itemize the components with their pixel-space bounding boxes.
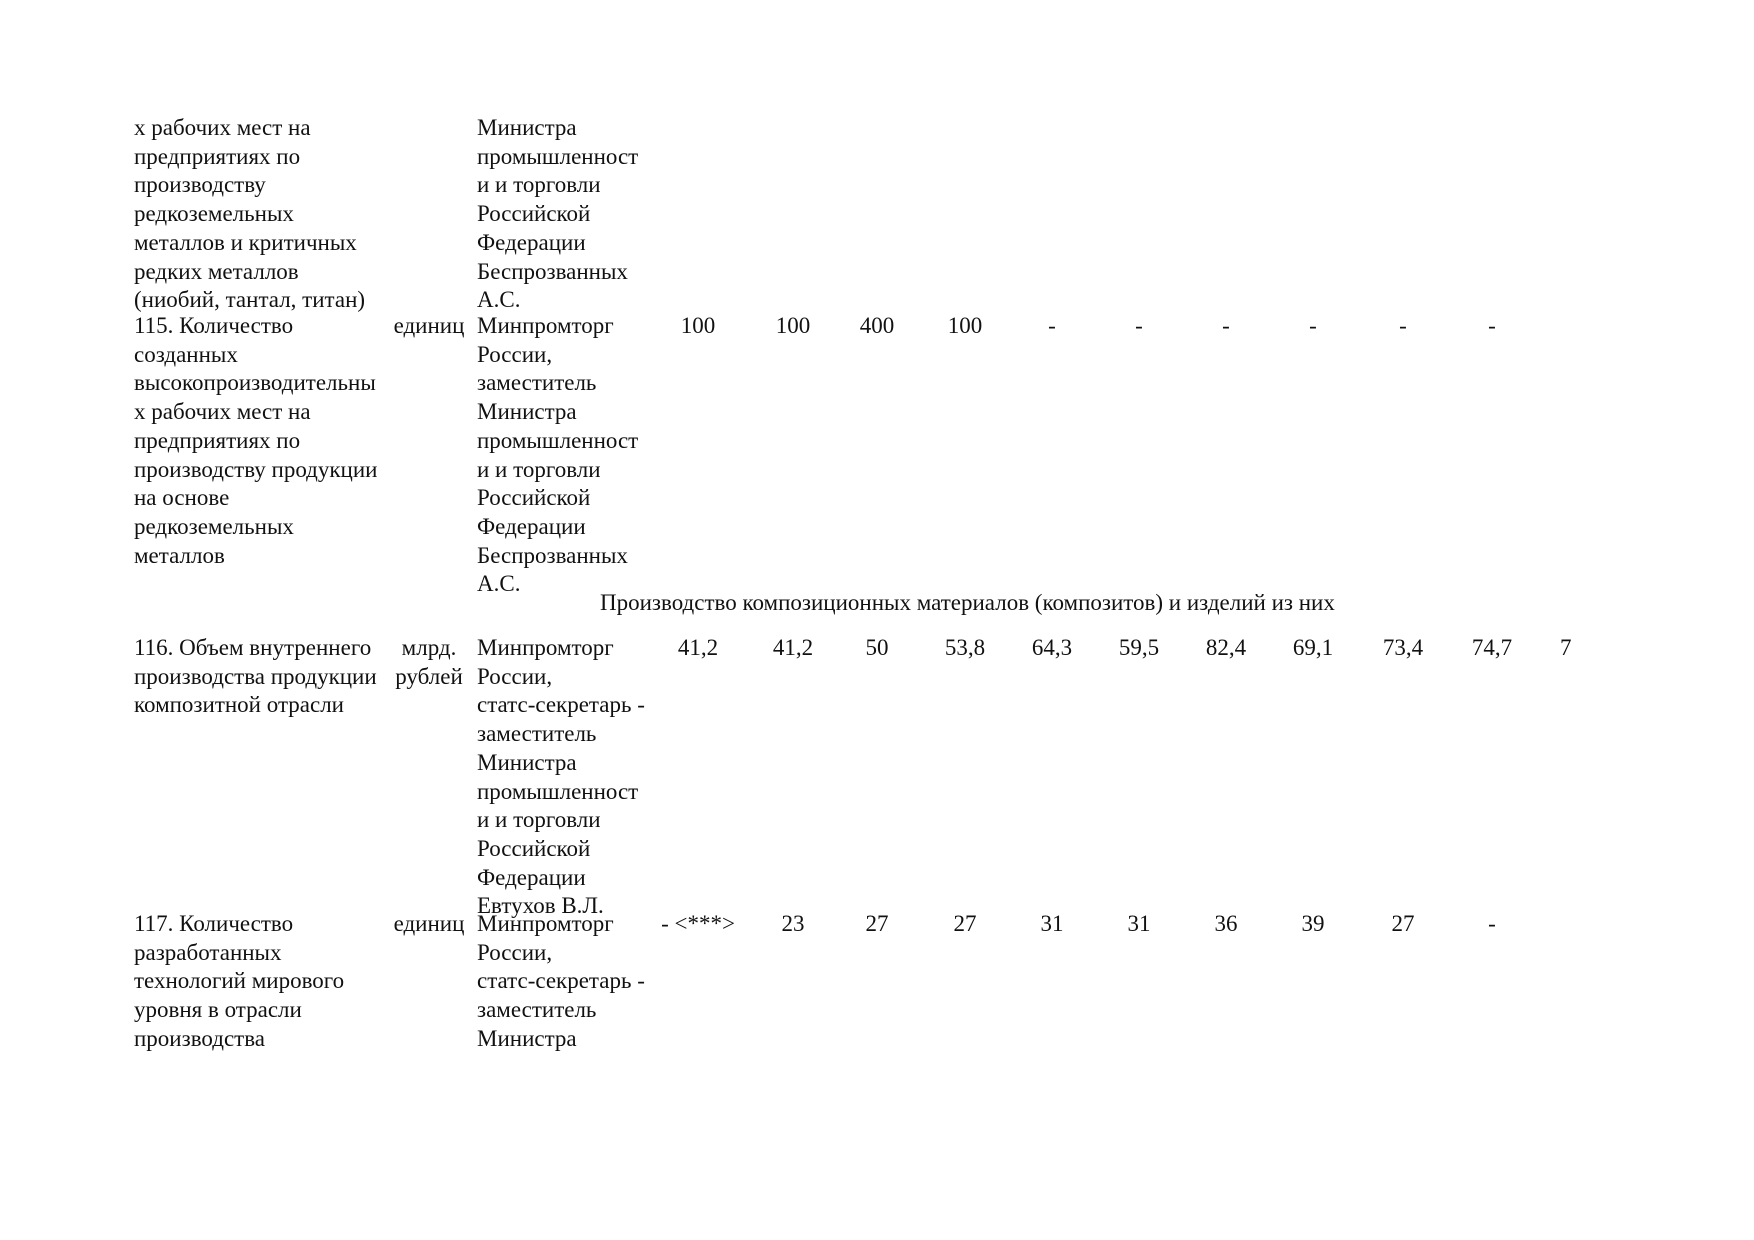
unit-line: единиц xyxy=(393,911,465,936)
responsible-line: Евтухов В.Л. xyxy=(477,893,604,919)
value-cell: 73,4 xyxy=(1382,635,1424,660)
value-cell: - xyxy=(1488,911,1496,936)
responsible-line: Министра xyxy=(477,399,577,425)
value-cell: 27 xyxy=(1391,911,1415,936)
responsible-line: Министра xyxy=(477,1025,577,1051)
indicator-line: редкоземельных xyxy=(134,201,294,227)
responsible-line: Федерации xyxy=(477,864,586,890)
indicator-line: предприятиях по xyxy=(134,143,301,169)
indicator-line: 116. Объем внутреннего xyxy=(134,635,372,660)
value-cell: 39 xyxy=(1301,911,1325,936)
indicator-line: технологий мирового xyxy=(134,968,345,994)
responsible-line: и и торговли xyxy=(477,807,601,833)
responsible-line: А.С. xyxy=(477,287,521,313)
responsible-line: Федерации xyxy=(477,229,586,255)
responsible-line: Министра xyxy=(477,749,577,775)
indicator-line: металлов xyxy=(134,542,225,568)
indicator-line: разработанных xyxy=(134,939,282,965)
value-cell: 64,3 xyxy=(1031,635,1073,660)
value-cell: 74,7 xyxy=(1471,635,1513,660)
responsible-line: промышленност xyxy=(477,427,639,453)
responsible-line: заместитель xyxy=(477,721,597,747)
value-cell: 41,2 xyxy=(677,635,719,660)
value-cell: 31 xyxy=(1040,911,1064,936)
value-cell: - <***> xyxy=(661,911,735,936)
value-cell: 100 xyxy=(775,313,811,338)
value-cell: 27 xyxy=(865,911,889,936)
section-heading: Производство композиционных материалов (композитов) и изделий из них xyxy=(600,590,1335,615)
responsible-line: Беспрозванных xyxy=(477,542,628,568)
responsible-line: и и торговли xyxy=(477,456,601,482)
indicator-line: уровня в отрасли xyxy=(134,997,302,1023)
value-cell: 36 xyxy=(1214,911,1238,936)
indicator-line: металлов и критичных xyxy=(134,229,357,255)
indicator-line: композитной отрасли xyxy=(134,692,344,718)
responsible-line: Российской xyxy=(477,485,591,511)
value-cell: - xyxy=(1048,313,1056,338)
responsible-line: Минпромторг xyxy=(477,911,614,936)
responsible-line: Минпромторг xyxy=(477,635,614,660)
value-cell: 100 xyxy=(947,313,983,338)
value-cell: 100 xyxy=(680,313,716,338)
value-cell: - xyxy=(1135,313,1143,338)
value-cell: 82,4 xyxy=(1205,635,1247,660)
indicator-line: производству продукции xyxy=(134,456,378,482)
responsible-line: России, xyxy=(477,341,553,367)
value-cell: 23 xyxy=(781,911,805,936)
unit-line: рублей xyxy=(395,663,463,689)
unit-line: единиц xyxy=(393,313,465,338)
responsible-line: Федерации xyxy=(477,513,586,539)
responsible-line: России, xyxy=(477,663,553,689)
indicator-line: редких металлов xyxy=(134,258,299,284)
indicator-line: высокопроизводительны xyxy=(134,370,376,396)
value-cell: - xyxy=(1488,313,1496,338)
indicator-line: на основе xyxy=(134,485,230,511)
responsible-line: Российской xyxy=(477,835,591,861)
row-116-clipped-value: 7 xyxy=(1560,635,1572,660)
responsible-line: и и торговли xyxy=(477,172,601,198)
value-cell: - xyxy=(1309,313,1317,338)
responsible-line: промышленност xyxy=(477,143,639,169)
indicator-line: 115. Количество xyxy=(134,313,294,338)
value-cell: - xyxy=(1222,313,1230,338)
responsible-line: заместитель xyxy=(477,370,597,396)
responsible-line: заместитель xyxy=(477,997,597,1023)
value-cell: - xyxy=(1399,313,1407,338)
indicator-line: предприятиях по xyxy=(134,427,301,453)
responsible-line: России, xyxy=(477,939,553,965)
responsible-line: А.С. xyxy=(477,571,521,597)
unit-line: млрд. xyxy=(401,635,457,660)
responsible-line: Министра xyxy=(477,115,577,140)
responsible-line: промышленност xyxy=(477,778,639,804)
value-cell: 400 xyxy=(859,313,895,338)
indicator-line: производства xyxy=(134,1025,265,1051)
indicator-line: редкоземельных xyxy=(134,513,294,539)
value-cell: 69,1 xyxy=(1292,635,1334,660)
value-cell: 31 xyxy=(1127,911,1151,936)
indicator-line: производства продукции xyxy=(134,663,377,689)
value-cell: 59,5 xyxy=(1118,635,1160,660)
indicator-line: х рабочих мест на xyxy=(134,115,311,140)
indicator-line: 117. Количество xyxy=(134,911,294,936)
indicator-line: созданных xyxy=(134,341,238,367)
responsible-line: Российской xyxy=(477,201,591,227)
indicator-line: (ниобий, тантал, титан) xyxy=(134,287,366,313)
value-cell: 53,8 xyxy=(944,635,986,660)
value-cell: 41,2 xyxy=(772,635,814,660)
responsible-line: статс-секретарь - xyxy=(477,968,645,994)
value-cell: 27 xyxy=(953,911,977,936)
responsible-line: Беспрозванных xyxy=(477,258,628,284)
responsible-line: Минпромторг xyxy=(477,313,614,338)
indicator-line: производству xyxy=(134,172,266,198)
value-cell: 50 xyxy=(865,635,889,660)
indicator-line: х рабочих мест на xyxy=(134,399,311,425)
responsible-line: статс-секретарь - xyxy=(477,692,645,718)
